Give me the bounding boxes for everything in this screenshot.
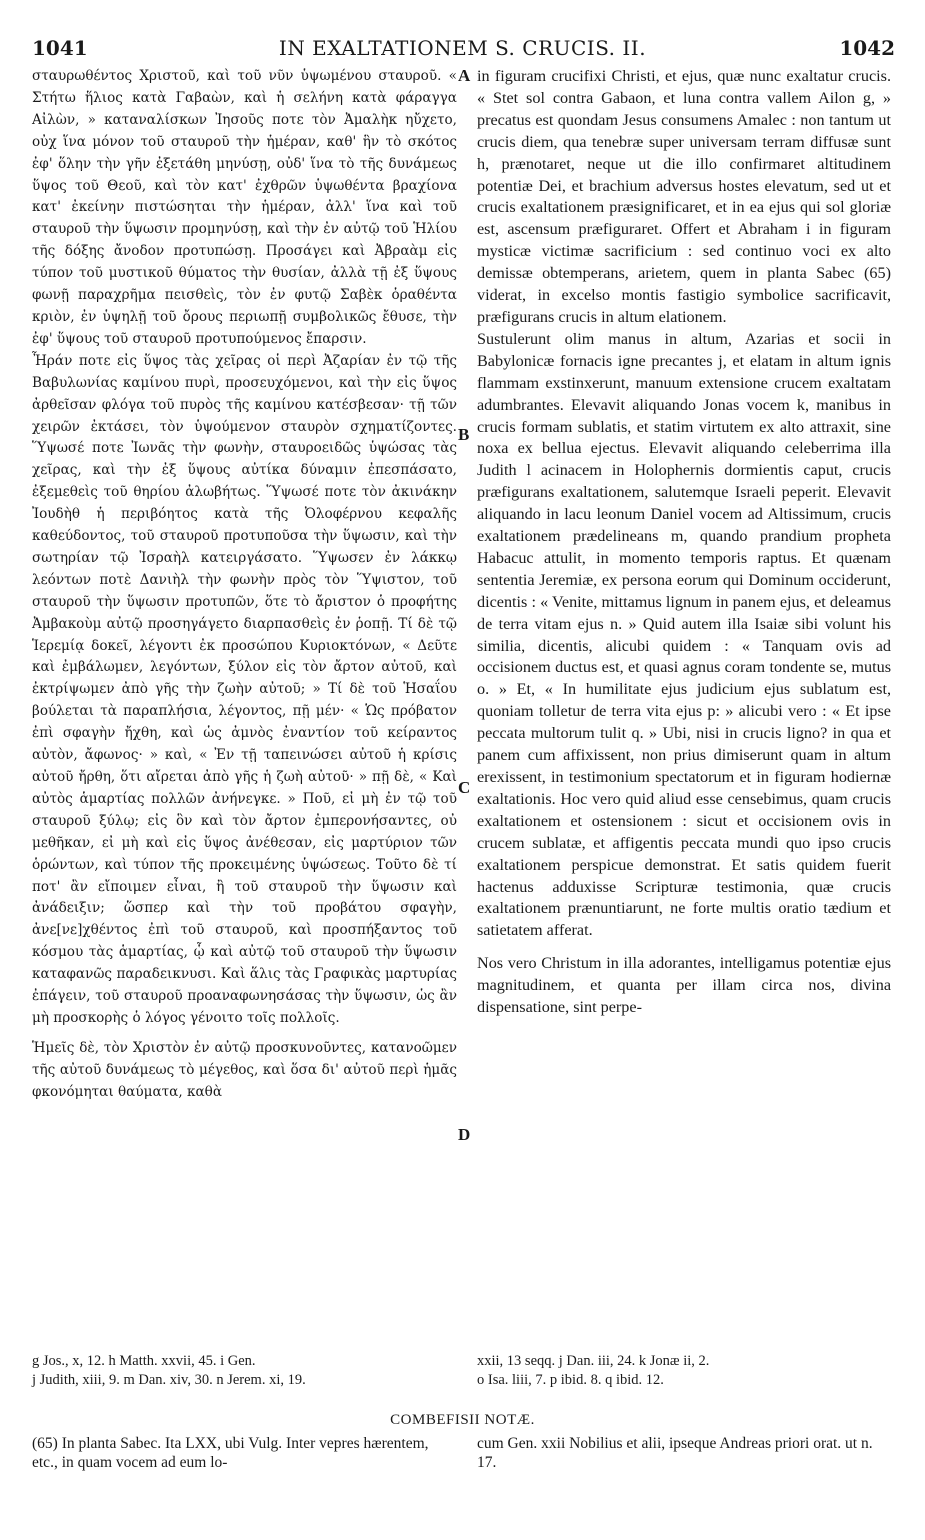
margin-letter-d: D: [458, 1125, 471, 1144]
margin-letter-a: A: [458, 66, 471, 85]
running-title: IN EXALTATIONEM S. CRUCIS. II.: [278, 36, 647, 60]
footnotes-right: [477, 1352, 891, 1390]
greek-paragraph-3: Ἡμεῖς δὲ, τὸν Χριστὸν ἐν αὐτῷ προσκυνοῦντες, κατανοῶμεν τῆς αὐτοῦ δυνάμεως τὸ μέγεθος, καὶ ὅσα δι' αὐτοῦ περὶ ἡμᾶς φκονόμηται θαύματα, καθὰ: [32, 1039, 457, 1100]
page-number-left: 1041: [32, 36, 88, 60]
footnote-line: g Jos., x, 12. h Matth. xxvii, 45. i Gen.: [32, 1353, 256, 1369]
latin-column: [477, 66, 891, 1019]
page-header: [0, 36, 925, 64]
greek-paragraph-1: σταυρωθέντος Χριστοῦ, καὶ τοῦ νῦν ὑψωμένου σταυροῦ. « Στήτω ἥλιος κατὰ Γαβαὼν, καὶ ἡ σελήνη κατὰ φάραγγα Αἰλὼν, » καταναλίσκων Ἰησοῦς ποτε τὸν Ἀμαλὴκ ηὔχετο, οὐχ ἵνα μόνον τοῦ σταυροῦ τὴν ἡμέραν, καθ' ἣν τὸ σκότος ἐφ' ὅλην τὴν γῆν ἐξετάθη μηνύσῃ, οὐδ' ἵνα τὸ τῆς δυνάμεως ὕψος τοῦ Θεοῦ, καὶ τὸν κατ' ἐχθρῶν ὑψωθέντα βραχίονα κατ' ἐκείνην πιστώσηται τὴν ἡμέραν, ἀλλ' ἵνα καὶ τοῦ σταυροῦ τὴν ὕψωσιν προμηνύσῃ, καὶ τὴν ἐν αὐτῷ τοῦ Ἡλίου τῆς δόξης ἄνοδον προτυπώσῃ. Προσάγει καὶ Ἀβραὰμ εἰς τύπον τοῦ μυστικοῦ θύματος τὴν θυσίαν, ἀλλὰ τῇ ἐξ ὕψους φωνῇ παραχρῆμα πεισθεὶς, τὸν ἐν φυτῷ Σαβὲκ ὁραθέντα κριὸν, ἐν ὑψηλῇ τοῦ ὄρους περιωπῇ συμβολικῶς ἔθυσε, τὴν ἐφ' ὕψους τοῦ σταυροῦ προτυπούμενος ἔπαρσιν.: [32, 68, 457, 347]
footnote-line: j Judith, xiii, 9. m Dan. xiv, 30. n Jerem. xi, 19.: [32, 1372, 306, 1388]
margin-letter-b: B: [458, 425, 470, 444]
footnote-line: o Isa. liii, 7. p ibid. 8. q ibid. 12.: [477, 1372, 664, 1388]
footnote-line: xxii, 13 seqq. j Dan. iii, 24. k Jonæ ii, 2.: [477, 1353, 710, 1369]
greek-column: [32, 66, 457, 1104]
latin-paragraph-1: in figuram crucifixi Christi, et ejus, quæ nunc exaltatur crucis. « Stet sol contra Gabaon, et luna contra vallem Ailon g, » precatus est quondam Jesus consumens Amalec : non tantum ut crucis diem, qua tenebræ super universam terram diffusæ sunt h, prænotaret, neque ut die illo confirmaret altitudinem potentiæ Dei, et brachium adversus hostes elevatum, sed ut et crucis exaltationem præsignificaret, et in ea ejus qui sol gloriæ est, ascensum præfiguraret. Offert et Abraham i in figuram mysticæ victimæ sacrificium : sed continuo voci ex alto demissæ obtemperans, arietem, quem in planta Sabec (65) viderat, in excelso montis fastigio symbolice sacrificavit, præfigurans crucis in altum elationem.: [477, 67, 891, 326]
notes-right: cum Gen. xxii Nobilius et alii, ipseque Andreas priori orat. ut n. 17.: [477, 1435, 873, 1471]
notes-left: (65) In planta Sabec. Ita LXX, ubi Vulg. Inter vepres hærentem, etc., in quam vocem ad eum lo-: [32, 1435, 429, 1471]
margin-letter-c: C: [458, 778, 471, 797]
notes-title: COMBEFISII NOTÆ.: [390, 1412, 535, 1428]
greek-paragraph-2: Ἦράν ποτε εἰς ὕψος τὰς χεῖρας οἱ περὶ Ἀζαρίαν ἐν τῷ τῆς Βαβυλωνίας καμίνου πυρὶ, προσευχόμενοι, καὶ τὴν εἰς ὕψος ἀρθεῖσαν φλόγα τοῦ πυρὸς τῆς καμίνου κατέσβεσαν· τῇ τῶν χειρῶν ἐκτάσει, τὸν ὑψούμενον σταυρὸν σχηματίζοντες. Ὕψωσέ ποτε Ἰωνᾶς τὴν φωνὴν, σταυροειδῶς ὑψώσας τὰς χεῖρας, καὶ τὴν ἐξ ὕψους αὐτίκα δύναμιν ἐπεσπάσατο, ἐξεμεθεὶς τοῦ θηρίου ἀλωβήτως. Ὕψωσέ ποτε τὸν ἀκινάκην Ἰουδὴθ ἡ περιβόητος κατὰ τῆς Ὀλοφέρνου κεφαλῆς καθεύδοντος, τοῦ σταυροῦ προτυποῦσα τὴν ὕψωσιν, καὶ τὴν σωτηρίαν τῷ Ἰσραὴλ κατειργάσατο. Ὕψωσεν ἐν λάκκῳ λεόντων ποτὲ Δανιὴλ τὴν φωνὴν πρὸς τὸν Ὕψιστον, τοῦ σταυροῦ τὴν ὕψωσιν προτυπῶν, ὅτε τὸ ἄριστον ὁ προφήτης Ἀμβακοὺμ αὐτῷ προσηγάγετο διαρπασθεὶς ἐν ῥοπῇ. Τί δὲ τῷ Ἱερεμίᾳ δοκεῖ, λέγοντι ἐκ προσώπου Κυριοκτόνων, « Δεῦτε καὶ ἐμβάλωμεν, λεγόντων, ξύλον εἰς τὸν ἄρτον αὐτοῦ, καὶ ἐκτρίψωμεν ἀπὸ γῆς τὴν ζωὴν αὐτοῦ; » Τί δὲ τοῦ Ἡσαΐου βούλεται τὰ παραπλήσια, λέγοντος, πῇ μέν· « Ὡς πρόβατον ἐπὶ σφαγὴν ἤχθη, καὶ ὡς ἀμνὸς ἐναντίον τοῦ κείραντος αὐτὸν, ἄφωνος· » καὶ, « Ἐν τῇ ταπεινώσει αὐτοῦ ἡ κρίσις αὐτοῦ ἤρθη, ὅτι αἴρεται ἀπὸ γῆς ἡ ζωὴ αὐτοῦ· » πῇ δὲ, « Καὶ αὐτὸς ἁμαρτίας πολλῶν ἀνήνεγκε. » Ποῦ, εἰ μὴ ἐν τῷ τοῦ σταυροῦ ξύλῳ; εἰς ὃν καὶ τὸν ἄρτον ἐμπερονήσαντες, οὐ μεθῆκαν, εἰ μὴ καὶ εἰς ὕψος ἀνέθεσαν, εἰς μαρτύριον τῶν ὁρώντων, καὶ τύπον τῆς προκειμένης ὑψώσεως. Τοῦτο δὲ τί ποτ' ἂν εἴποιμεν εἶναι, ἢ τοῦ σταυροῦ τὴν ὕψωσιν καὶ ἀνάδειξιν; ὥσπερ καὶ τὴν τοῦ προβάτου σφαγὴν, ἀνε[νε]χθέντος ἐπὶ τοῦ σταυροῦ, καὶ προσπήξαντος τοῦ κόσμου τὰς ἁμαρτίας, ᾧ καὶ αὐτῷ τοῦ σταυροῦ τὴν ὕψωσιν καταφανῶς παραδεικνυσι. Καὶ ἅλις τὰς Γραφικὰς μαρτυρίας ἐπάγειν, τοῦ σταυροῦ προαναφωνησάσας τὴν ὕψωσιν, ὡς ἂν μὴ προσκορὴς ὁ λόγος γένοιτο τοῖς πολλοῖς.: [32, 352, 457, 1026]
page-number-right: 1042: [839, 36, 895, 60]
footnotes-left: [32, 1352, 462, 1390]
latin-paragraph-3: Nos vero Christum in illa adorantes, intelligamus potentiæ ejus magnitudinem, et quanta per illam circa nos, divina dispensatione, sint perpe-: [477, 954, 891, 1017]
latin-paragraph-2: Sustulerunt olim manus in altum, Azarias et socii in Babylonicæ fornacis igne precantes j, et elatam in altum ignis flammam exstinxerunt, manuum extensione crucem exaltatam adumbrantes. Elevavit aliquando Jonas vocem k, manibus in crucis formam sublatis, et statim virtutem ex alto attraxit, sine noxa ex bellua ejectus. Elevavit aliquando celeberrima illa Judith l acinacem in Holophernis dormientis caput, crucis præfigurans exaltationem, salutemque Israeli peperit. Elevavit aliquando in lacu leonum Daniel vocem ad Altissimum, crucis exaltationem prædelineans m, quando prandium propheta Habacuc attulit, in momento temporis raptus. Et quænam sententia Jeremiæ, ex persona eorum qui Dominum occiderunt, dicentis : « Venite, mittamus lignum in panem ejus, et deleamus de terra vitam ejus n. » Quid autem illa Isaiæ sibi volunt his similia, dicentis, alicubi quidem : « Tanquam ovis ad occisionem ductus est, et quasi agnus coram tondente se, mutus o. » Et, « In humilitate ejus judicium ejus sublatum est, quoniam tolletur de terra vita ejus p: » alicubi vero : « Et ipse peccata multorum tulit q. » Ubi, nisi in crucis ligno? in qua et panem cum affixissent, non prius dimiserunt quam in altum erexissent, in testimonium spectatorum et in figuram hodiernæ exaltationis. Hoc vero quid aliud esse censebimus, quam crucis exaltationem et ostensionem : sicut et occisionem ovis in crucem sublatæ, et affigentis peccata mundi quo ipso crucis exaltationem perspicue demonstrat. Et satis quidem fuerit hactenus adduxisse Scripturæ testimonia, quæ crucis exaltationem prænuntiarunt, ne forte multis oratio tædium et satietatem afferat.: [477, 329, 891, 940]
